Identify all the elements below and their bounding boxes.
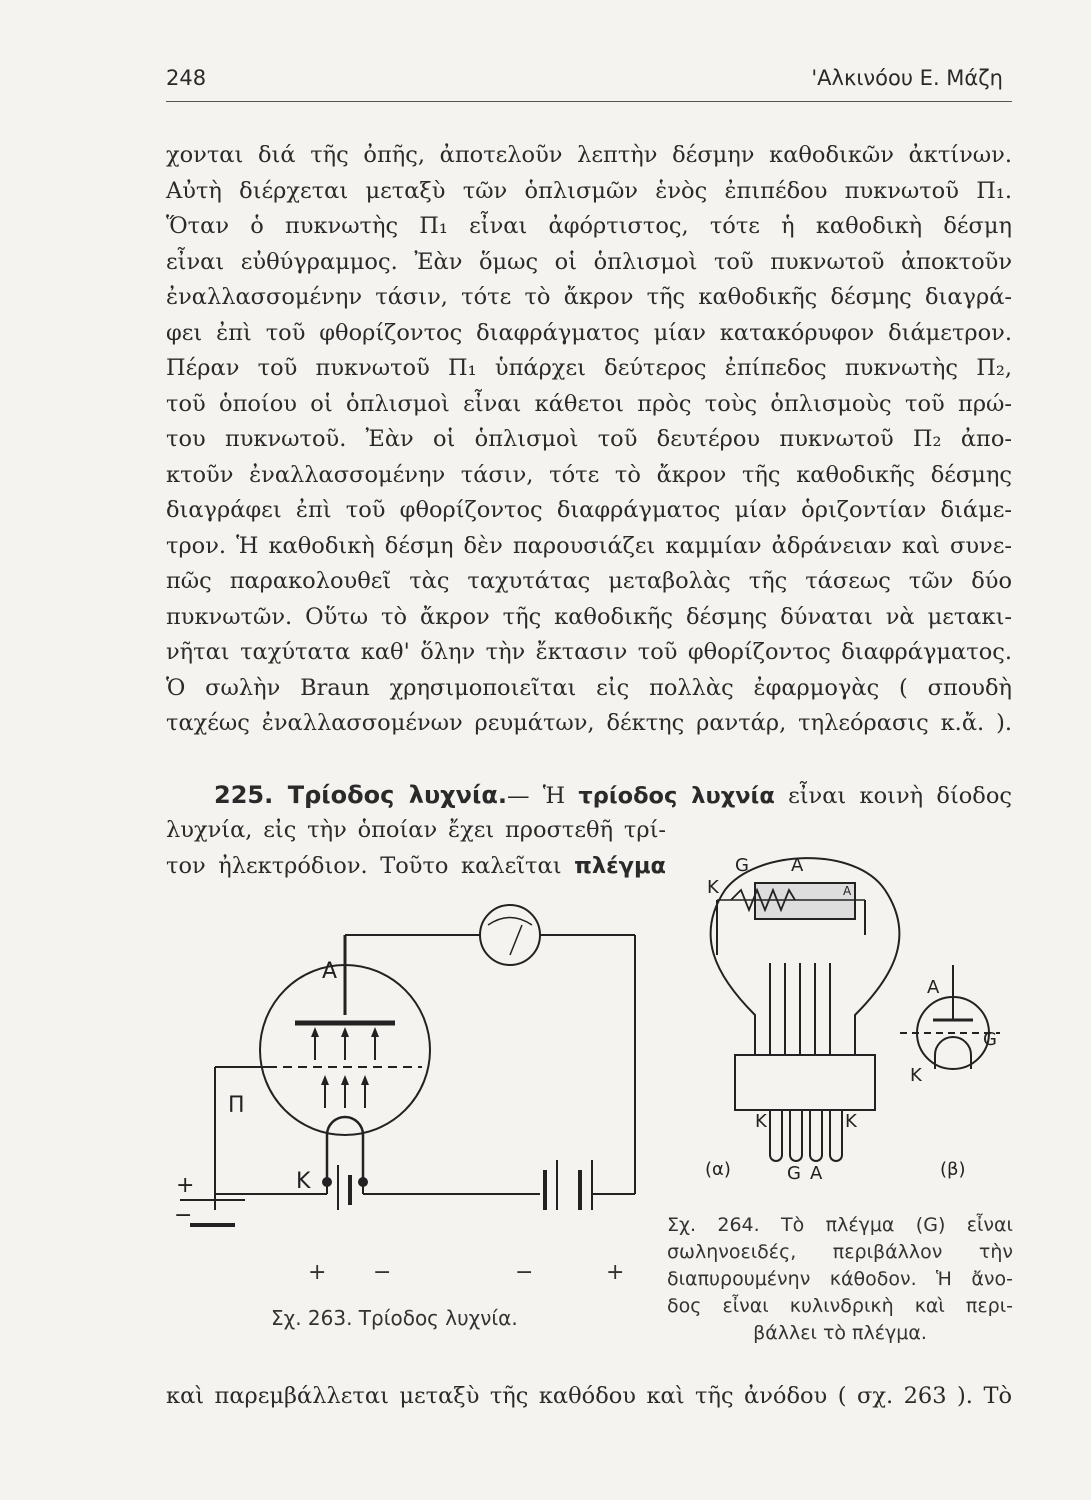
- text-line: [166, 849, 666, 885]
- body-paragraph: [166, 138, 1012, 742]
- text-line: κτοῦν ἐναλλασσομένην τάσιν, τότε τὸ ἄκρον τῆς καθοδικῆς δέσμης: [166, 461, 1012, 488]
- label-minus: −: [174, 1203, 193, 1228]
- text-line: νῆται ταχύτατα καθ' ὅλην τὴν ἔκτασιν τοῦ φθορίζοντος διαφράγματος.: [166, 639, 1012, 665]
- fig263-triode-circuit: [160, 880, 650, 1228]
- text-line: Ὅταν ὁ πυκνωτὴς Π₁ εἶναι ἀφόρτιστος, τότε ἡ καθοδικὴ δέσμη: [166, 213, 1012, 239]
- arrowhead: [341, 1027, 349, 1037]
- text-line: φει ἐπὶ τοῦ φθορίζοντος διαφράγματος μίαν κατακόρυφον διάμετρον.: [166, 319, 1012, 346]
- text-line: ἐναλλασσομένην τάσιν, τότε τὸ ἄκρον τῆς καθοδικῆς δέσμης διαγρά-: [166, 284, 1012, 310]
- ammeter: [480, 905, 540, 965]
- arrowhead: [361, 1075, 369, 1085]
- text-line: Αὐτὴ διέρχεται μεταξὺ τῶν ὁπλισμῶν ἑνὸς ἐπιπέδου πυκνωτοῦ Π₁.: [166, 177, 1012, 204]
- symbol-cathode: [935, 1037, 971, 1069]
- label-sub-b: (β): [940, 1159, 966, 1180]
- caption-line: Σχ. 264. Τὸ πλέγμα (G) εἶναι: [667, 1214, 1013, 1236]
- label-sub-a: (α): [705, 1159, 731, 1180]
- cathode-filament: [327, 1117, 363, 1182]
- label-b-grid: G: [983, 1029, 997, 1050]
- section-rest: εἶναι κοινὴ δίοδος: [774, 783, 1012, 809]
- section-continuation: [166, 813, 666, 884]
- label-grid-battery: Π: [228, 1093, 245, 1118]
- caption-line: σωληνοειδές, περιβάλλον τὴν: [667, 1241, 1013, 1263]
- text-line: Ὁ σωλὴν Braun χρησιμοποιεῖται εἰς πολλὰς ἐφαρμογὰς ( σπουδὴ: [166, 674, 1012, 701]
- label-b-cathode: K: [910, 1065, 922, 1086]
- anode-cylinder: [755, 883, 855, 919]
- header-rule: [166, 101, 1012, 102]
- fig263-caption: Σχ. 263. Τρίοδος λυχνία.: [271, 1306, 518, 1330]
- label-k-left-pin: K: [755, 1111, 767, 1132]
- text-line: τρον. Ἡ καθοδικὴ δέσμη δὲν παρουσιάζει καμμίαν ἀδράνειαν καὶ συνε-: [166, 532, 1012, 559]
- text-line: πυκνωτῶν. Οὕτω τὸ ἄκρον τῆς καθοδικῆς δέσμης δύναται νὰ μετακι-: [166, 603, 1012, 630]
- pin: [790, 1110, 802, 1161]
- label-g-top: G: [735, 855, 749, 876]
- fig264-tube-construction: [695, 845, 1015, 1185]
- label-minus-anode-battery: −: [515, 1260, 534, 1285]
- arrowhead: [371, 1027, 379, 1037]
- text-line: διαγράφει ἐπὶ τοῦ φθορίζοντος διαφράγματος μίαν ὁριζοντίαν διάμε-: [166, 497, 1012, 523]
- section-title: 225. Τρίοδος λυχνία.: [214, 781, 507, 809]
- caption-line: διαπυρουμένην κάθοδον. Ἡ ἄνο-: [667, 1268, 1013, 1290]
- text-line: λυχνία, εἰς τὴν ὁποίαν ἔχει προστεθῆ τρί-: [166, 817, 666, 843]
- arrowhead: [341, 1075, 349, 1085]
- arrowhead: [311, 1027, 319, 1037]
- label-cathode: K: [296, 1169, 311, 1194]
- label-g-bottom: G: [787, 1163, 801, 1184]
- page-number: 248: [166, 66, 207, 90]
- label-k-right-pin: K: [845, 1111, 857, 1132]
- text-line: χονται διά τῆς ὀπῆς, ἀποτελοῦν λεπτὴν δέσμην καθοδικῶν ἀκτίνων.: [166, 142, 1012, 168]
- label-a-inner: A: [843, 884, 852, 898]
- pin: [810, 1110, 822, 1161]
- pin: [770, 1110, 782, 1161]
- grid-term: πλέγμα: [574, 852, 666, 879]
- pin: [830, 1110, 842, 1161]
- text-line: τοῦ ὁποίου οἱ ὁπλισμοὶ εἶναι κάθετοι πρὸς τοὺς ὁπλισμοὺς τοῦ πρώ-: [166, 390, 1012, 417]
- section-dash: —: [506, 783, 543, 809]
- line3-text: τον ἠλεκτρόδιον. Τοῦτο καλεῖται: [166, 852, 575, 879]
- label-b-anode: A: [927, 977, 940, 998]
- text-line: Πέραν τοῦ πυκνωτοῦ Π₁ ὑπάρχει δεύτερος ἐπίπεδος πυκνωτὴς Π₂,: [166, 355, 1012, 381]
- section-intro: Ἡ: [542, 783, 579, 809]
- fig264-caption: [667, 1212, 1013, 1347]
- caption-line: βάλλει τὸ πλέγμα.: [753, 1322, 927, 1344]
- text-line: εἶναι εὐθύγραμμος. Ἐὰν ὅμως οἱ ὁπλισμοὶ τοῦ πυκνωτοῦ ἀποκτοῦν: [166, 248, 1012, 275]
- caption-line: δος εἶναι κυλινδρικὴ καὶ περι-: [667, 1295, 1013, 1317]
- label-a-top: A: [791, 855, 804, 876]
- label-plus: +: [176, 1173, 195, 1198]
- label-a-bottom: A: [810, 1163, 823, 1184]
- label-plus-heater: +: [308, 1260, 327, 1285]
- section-heading-line: [214, 778, 1012, 814]
- label-k-top: K: [707, 877, 719, 898]
- running-header-author: 'Αλκινόου Ε. Μάζη: [811, 66, 1003, 90]
- arrowhead: [321, 1075, 329, 1085]
- label-plus-anode-battery: +: [606, 1260, 625, 1285]
- section-term: τρίοδος λυχνία: [578, 783, 775, 809]
- text-line: ταχέως ἐναλλασσομένων ρευμάτων, δέκτης ραντάρ, τηλεόρασις κ.ἄ. ).: [166, 710, 1012, 736]
- label-minus-heater: −: [373, 1260, 392, 1285]
- text-line: καὶ παρεμβάλλεται μεταξὺ τῆς καθόδου καὶ τῆς ἀνόδου ( σχ. 263 ). Τὸ: [166, 1383, 1012, 1409]
- label-anode: A: [322, 959, 338, 984]
- text-line: πῶς παρακολουθεῖ τὰς ταχυτάτας μεταβολὰς τῆς τάσεως τῶν δύο: [166, 568, 1012, 594]
- text-line: του πυκνωτοῦ. Ἐὰν οἱ ὁπλισμοὶ τοῦ δευτέρου πυκνωτοῦ Π₂ ἀπο-: [166, 426, 1012, 452]
- tube-base: [735, 1055, 875, 1110]
